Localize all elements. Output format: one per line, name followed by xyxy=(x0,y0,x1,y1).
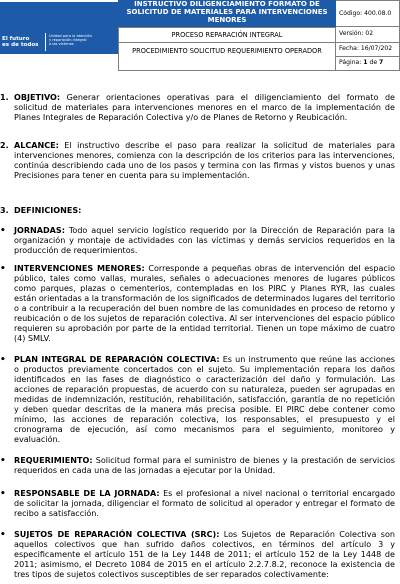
bullet-icon: • xyxy=(0,456,6,466)
section-text: Generar orientaciones operativas para el diligenciamiento del formato de solicitud de materiales para intervenciones menores en el marco de la implementación de Planes Integrales de Reparación Colectiva y/o de Planes de Retorno y Reubicación. xyxy=(14,93,395,122)
section-number: 1. xyxy=(0,93,9,102)
page-current: 1 xyxy=(363,59,368,66)
section-heading: DEFINICIONES: xyxy=(14,206,82,215)
bullet-icon: • xyxy=(0,489,6,499)
document-date: Fecha: 16/07/202 xyxy=(336,43,400,57)
definition-term: RESPONSABLE DE LA JORNADA: xyxy=(14,489,160,498)
logo-slogan: El futuro es de todos xyxy=(2,36,39,49)
document-title: INSTRUCTIVO DILIGENCIAMIENTO FORMATO DE SOLICITUD DE MATERIALES PARA INTERVENCIONES MENORES xyxy=(118,0,336,27)
definition-term: PLAN INTEGRAL DE REPARACIÓN COLECTIVA: xyxy=(14,355,220,364)
document-code: Código: 400.08.0 xyxy=(336,0,400,27)
definition-text: Solicitud formal para el suministro de bienes y la prestación de servicios requeridos en cada una de las jornadas a ejecutar por la Unidad. xyxy=(14,456,395,475)
definition-term: INTERVENCIONES MENORES: xyxy=(14,264,145,273)
definition-text: Los Sujetos de Reparación Colectiva son aquellos colectivos que han sufrido daños colectivos, en términos del artículo 3 y especificamente el artículo 151 de la Ley 1448 de 2011; el artículo 152 de la Ley 1448 de 2011; asimismo, el Decreto 1084 de 2015 en el artículo 2.2.7.8.2, reconoce la existencia de tres tipos de sujetos colectivos susceptibles de ser reparados colectivamente: xyxy=(14,530,395,579)
definition-term: JORNADAS: xyxy=(14,226,65,235)
bullet-icon: • xyxy=(0,355,6,365)
procedure-name: PROCEDIMIENTO SOLICITUD REQUERIMIENTO OPERADOR xyxy=(118,43,336,71)
logo-unit-name: Unidad para la atención y reparación integral a las víctimas xyxy=(49,34,93,47)
definition-term: SUJETOS DE REPARACIÓN COLECTIVA (SRC): xyxy=(14,530,220,539)
definition-text: Corresponde a pequeñas obras de intervención del espacio público, tales como vallas, murales, señales o adecuaciones menores de lugares públicos como parques, plazas o cementerios, contempladas en los PIRC y Planes RYR, las cuales están orientadas a la transformación de los significados de determinados lugares del territorio o a contribuir a la recuperación del buen nombre de las comunidades en proceso de retorno y reubicación o de los sujetos de reparación colectiva. Al ser intervenciones del espacio público requieren su aprobación por parte de la entidad territorial. Tienen un tope máximo de cuatro (4) SMLV. xyxy=(14,264,395,343)
document-version: Versión: 02 xyxy=(336,27,400,43)
process-name: PROCESO REPARACIÓN INTEGRAL xyxy=(118,27,336,43)
bullet-icon: • xyxy=(0,226,6,236)
section-heading: ALCANCE: xyxy=(14,141,59,150)
document-header xyxy=(0,0,400,72)
definition-text: Es un instrumento que reúne las acciones o productos previamente concertados con el sujeto. Su implementación repara los daños identificados en las fases de diagnóstico o caracterización del daño y formulación. Las acciones de reparación propuestas, de acuerdo con su naturaleza, pueden ser agrupadas en medidas de indemnización, restitución, rehabilitación, satisfacción, garantía de no repetición y deben quedar descritas de la manera más precisa posible. El PIRC debe contener como mínimo, las acciones de reparación colectiva, los responsables, el presupuesto y el cronograma de ejecución, así como mecanismos para el seguimiento, monitoreo y evaluación. xyxy=(14,355,395,444)
definition-text: Todo aquel servicio logístico requerido por la Dirección de Reparación para la organización y montaje de actividades con las víctimas y demás servicios requeridos en la producción de requerimientos. xyxy=(14,226,395,255)
page-total: 7 xyxy=(379,59,384,66)
section-number: 3. xyxy=(0,206,9,215)
page-counter: Página: 1 de 7 xyxy=(336,57,400,71)
institution-logo xyxy=(0,2,118,54)
bullet-icon: • xyxy=(0,264,6,274)
section-text: El instructivo describe el paso para realizar la solicitud de materiales para intervenciones menores, comienza con la descripción de los criterios para las intervenciones, continúa describiendo cada uno de los pasos y termina con las firmas y vistos buenos y unas Precisiones para tener en cuenta para su implementación. xyxy=(14,141,395,180)
bullet-icon: • xyxy=(0,530,6,540)
section-heading: OBJETIVO: xyxy=(14,93,61,102)
definition-text: Es el profesional a nivel nacional o territorial encargado de solicitar la jornada, diligenciar el formato de solicitud al operador y entregar el formato de recibo a satisfacción. xyxy=(14,489,395,518)
section-number: 2. xyxy=(0,141,9,150)
definition-term: REQUERIMIENTO: xyxy=(14,456,93,465)
logo-divider xyxy=(45,33,46,51)
